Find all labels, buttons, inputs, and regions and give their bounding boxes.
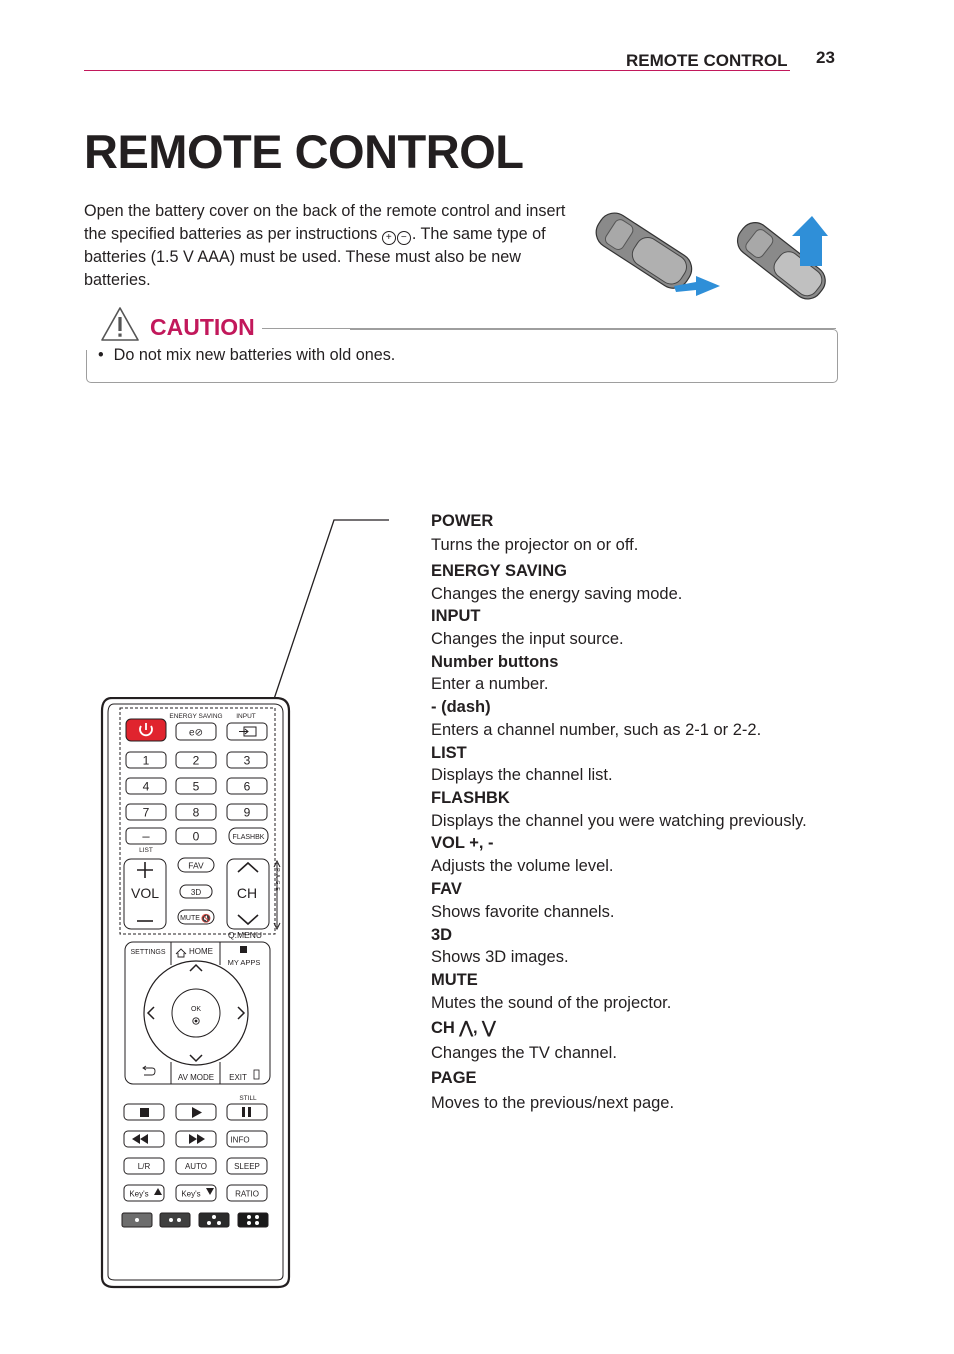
desc-mute-title: MUTE: [431, 971, 478, 989]
my-apps-button[interactable]: MY APPS: [227, 958, 261, 967]
page-number: 23: [816, 48, 835, 67]
desc-dash-text: Enters a channel number, such as 2-1 or 2-2.: [431, 721, 762, 739]
desc-energy-saving-text: Changes the energy saving mode.: [431, 585, 683, 603]
number-6-label: 6: [243, 779, 251, 794]
speaker-muted-icon: 🔇: [201, 914, 211, 923]
input-label: INPUT: [236, 713, 256, 720]
desc-flashbk-text: Displays the channel you were watching previously.: [431, 812, 807, 830]
page-label: PAGE: [274, 868, 280, 894]
desc-page-title: PAGE: [431, 1069, 477, 1087]
desc-list-text: Displays the channel list.: [431, 766, 613, 784]
number-5-label: 5: [192, 779, 200, 794]
list-label: LIST: [139, 847, 153, 854]
mute-label: MUTE: [180, 915, 200, 922]
dot-1-icon: [135, 1218, 139, 1222]
desc-number-buttons-title: Number buttons: [431, 653, 559, 671]
desc-input-title: INPUT: [431, 607, 481, 625]
header-rule: [84, 70, 790, 71]
desc-fav-text: Shows favorite channels.: [431, 903, 615, 921]
color-key-4[interactable]: [238, 1213, 268, 1227]
battery-cover-lift-illustration: [734, 214, 834, 304]
caution-item: • Do not mix new batteries with old ones.: [98, 346, 396, 364]
number-3-label: 3: [243, 753, 251, 768]
number-4-label: 4: [142, 779, 150, 794]
number-2-label: 2: [192, 753, 200, 768]
desc-power-title: POWER: [431, 512, 494, 530]
exit-button[interactable]: EXIT: [229, 1073, 247, 1082]
number-1-label: 1: [142, 753, 150, 768]
number-8-label: 8: [192, 805, 200, 820]
pause-button[interactable]: [227, 1104, 267, 1120]
desc-vol-title: VOL +, -: [431, 834, 494, 852]
desc-3d-text: Shows 3D images.: [431, 948, 569, 966]
keystone-down-label: Key's: [181, 1189, 201, 1199]
ok-label: OK: [190, 1006, 202, 1013]
number-7-label: 7: [142, 805, 150, 820]
energy-saving-icon: e⊘: [189, 727, 203, 739]
desc-fav-title: FAV: [431, 880, 462, 898]
ok-button[interactable]: [172, 989, 220, 1037]
my-apps-icon: [240, 946, 247, 953]
desc-input-text: Changes the input source.: [431, 630, 624, 648]
intro-text-2: . The same type of batteries (1.5 V AAA) must be used. These must also be new batteries.: [84, 225, 546, 289]
remote-control-diagram: [100, 697, 292, 1291]
lr-label: L/R: [137, 1162, 151, 1171]
dash-label: –: [142, 828, 150, 844]
info-label: INFO: [230, 1135, 250, 1145]
desc-vol-text: Adjusts the volume level.: [431, 857, 614, 875]
intro-text-1: Open the battery cover on the back of the remote control and insert the specified batteries as per instructions: [84, 202, 566, 243]
desc-mute-text: Mutes the sound of the projector.: [431, 994, 672, 1012]
ch-label: CH: [236, 885, 258, 901]
number-9-label: 9: [243, 805, 251, 820]
sleep-label: SLEEP: [234, 1162, 260, 1171]
page-title: REMOTE CONTROL: [84, 125, 524, 178]
desc-ch-title: CH ⋀, ⋁: [431, 1019, 496, 1037]
stop-icon: [140, 1108, 149, 1117]
desc-flashbk-title: FLASHBK: [431, 789, 510, 807]
caution-label: CAUTION: [150, 314, 255, 340]
battery-cover-slide-illustration: [586, 212, 726, 302]
fav-label: FAV: [188, 860, 204, 871]
intro-paragraph: [84, 200, 584, 292]
desc-list-title: LIST: [431, 744, 467, 762]
energy-saving-label: ENERGY SAVING: [169, 713, 223, 720]
vol-label: VOL: [130, 885, 160, 901]
desc-number-buttons-text: Enter a number.: [431, 675, 549, 693]
auto-label: AUTO: [184, 1162, 208, 1171]
plus-icon: +: [382, 231, 396, 245]
header-section-title: REMOTE CONTROL: [626, 51, 788, 70]
settings-button[interactable]: SETTINGS: [130, 949, 166, 956]
home-button[interactable]: HOME: [189, 947, 213, 956]
color-key-2[interactable]: [160, 1213, 190, 1227]
callout-leader-line: [260, 515, 400, 720]
desc-dash-title: - (dash): [431, 698, 491, 716]
number-0-label: 0: [192, 829, 200, 844]
desc-3d-title: 3D: [431, 926, 453, 944]
desc-energy-saving-title: ENERGY SAVING: [431, 562, 568, 580]
3d-label: 3D: [190, 888, 202, 897]
desc-ch-text: Changes the TV channel.: [431, 1044, 617, 1062]
flashbk-label: FLASHBK: [232, 834, 265, 841]
still-label: STILL: [239, 1095, 257, 1102]
desc-page-text: Moves to the previous/next page.: [431, 1094, 675, 1112]
warning-triangle-icon: [100, 306, 140, 342]
minus-icon: −: [397, 231, 411, 245]
keystone-up-label: Key's: [129, 1189, 149, 1199]
desc-power-text: Turns the projector on or off.: [431, 536, 639, 554]
ratio-label: RATIO: [235, 1189, 259, 1199]
av-mode-button[interactable]: AV MODE: [177, 1073, 215, 1082]
qmenu-label: Q.MENU: [228, 930, 262, 940]
